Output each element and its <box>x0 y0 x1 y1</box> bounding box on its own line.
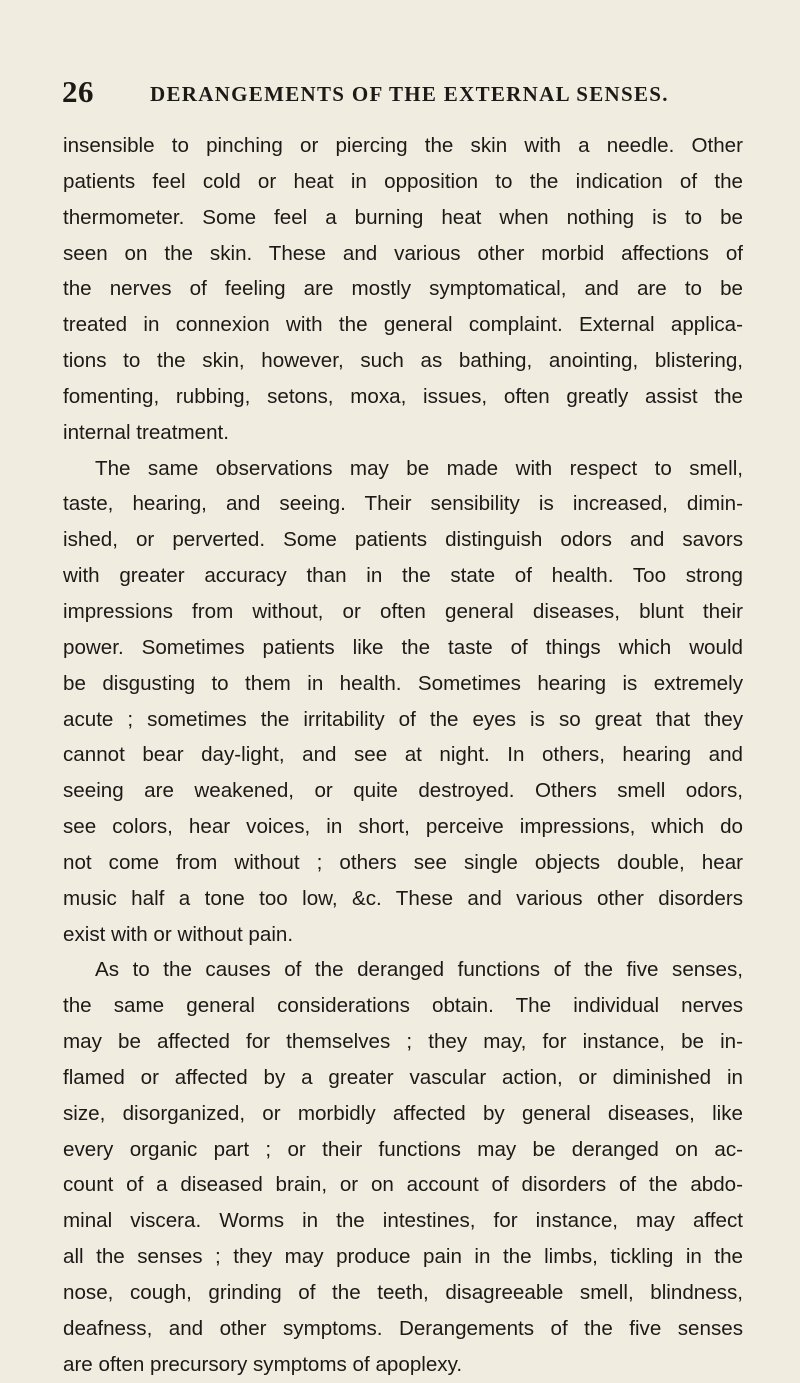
text-line: cannot bear day-light, and see at night. In others, hearing and <box>63 743 743 767</box>
text-line: count of a diseased brain, or on account of disorders of the abdo- <box>63 1173 743 1197</box>
text-line: be disgusting to them in health. Sometimes hearing is extremely <box>63 671 743 695</box>
text-line: may be affected for themselves ; they may, for instance, be in- <box>63 1030 743 1054</box>
text-line: see colors, hear voices, in short, perceive impressions, which do <box>63 815 743 839</box>
text-line: nose, cough, grinding of the teeth, disagreeable smell, blindness, <box>63 1281 743 1304</box>
paragraph <box>63 952 743 1382</box>
text-line: As to the causes of the deranged functions of the five senses, <box>95 958 743 982</box>
body-text <box>63 128 743 1383</box>
text-line: taste, hearing, and seeing. Their sensibility is increased, dimin- <box>63 492 743 516</box>
page-number: 26 <box>62 74 94 109</box>
text-line: the same general considerations obtain. The individual nerves <box>63 994 743 1018</box>
text-line: exist with or without pain. <box>63 922 294 946</box>
text-line: music half a tone too low, &c. These and various other disorders <box>63 886 743 910</box>
text-line: impressions from without, or often general diseases, blunt their <box>63 599 743 623</box>
text-line: fomenting, rubbing, setons, moxa, issues, often greatly assist the <box>63 384 743 408</box>
text-line: ished, or perverted. Some patients distinguish odors and savors <box>63 528 743 552</box>
text-line: The same observations may be made with respect to smell, <box>95 456 743 480</box>
text-line: flamed or affected by a greater vascular action, or diminished in <box>63 1065 743 1089</box>
text-line: patients feel cold or heat in opposition to the indication of the <box>63 169 743 193</box>
text-line: acute ; sometimes the irritability of the eyes is so great that they <box>63 707 743 731</box>
text-line: treated in connexion with the general complaint. External applica- <box>63 313 743 337</box>
text-line: are often precursory symptoms of apoplexy. <box>63 1352 463 1376</box>
running-head <box>62 74 738 114</box>
text-line: seen on the skin. These and various other morbid affections of <box>63 241 743 265</box>
text-line: tions to the skin, however, such as bathing, anointing, blistering, <box>63 349 743 373</box>
text-line: with greater accuracy than in the state of health. Too strong <box>63 564 743 588</box>
text-line: deafness, and other symptoms. Derangements of the five senses <box>63 1316 743 1340</box>
text-line: size, disorganized, or morbidly affected by general diseases, like <box>63 1101 743 1125</box>
text-line: power. Sometimes patients like the taste of things which would <box>63 635 743 659</box>
text-line: not come from without ; others see single objects double, hear <box>63 850 743 874</box>
text-line: all the senses ; they may produce pain in the limbs, tickling in the <box>63 1245 743 1269</box>
text-line: seeing are weakened, or quite destroyed. Others smell odors, <box>63 779 743 803</box>
text-line: thermometer. Some feel a burning heat when nothing is to be <box>63 205 743 229</box>
text-line: every organic part ; or their functions may be deranged on ac- <box>63 1137 743 1161</box>
paragraph <box>63 451 743 953</box>
text-line: the nerves of feeling are mostly symptomatical, and are to be <box>63 277 743 301</box>
running-title: DERANGEMENTS OF THE EXTERNAL SENSES. <box>150 82 669 106</box>
text-line: internal treatment. <box>63 420 229 444</box>
paragraph <box>63 128 743 451</box>
text-line: insensible to pinching or piercing the skin with a needle. Other <box>63 134 743 157</box>
text-line: minal viscera. Worms in the intestines, for instance, may affect <box>63 1209 743 1233</box>
